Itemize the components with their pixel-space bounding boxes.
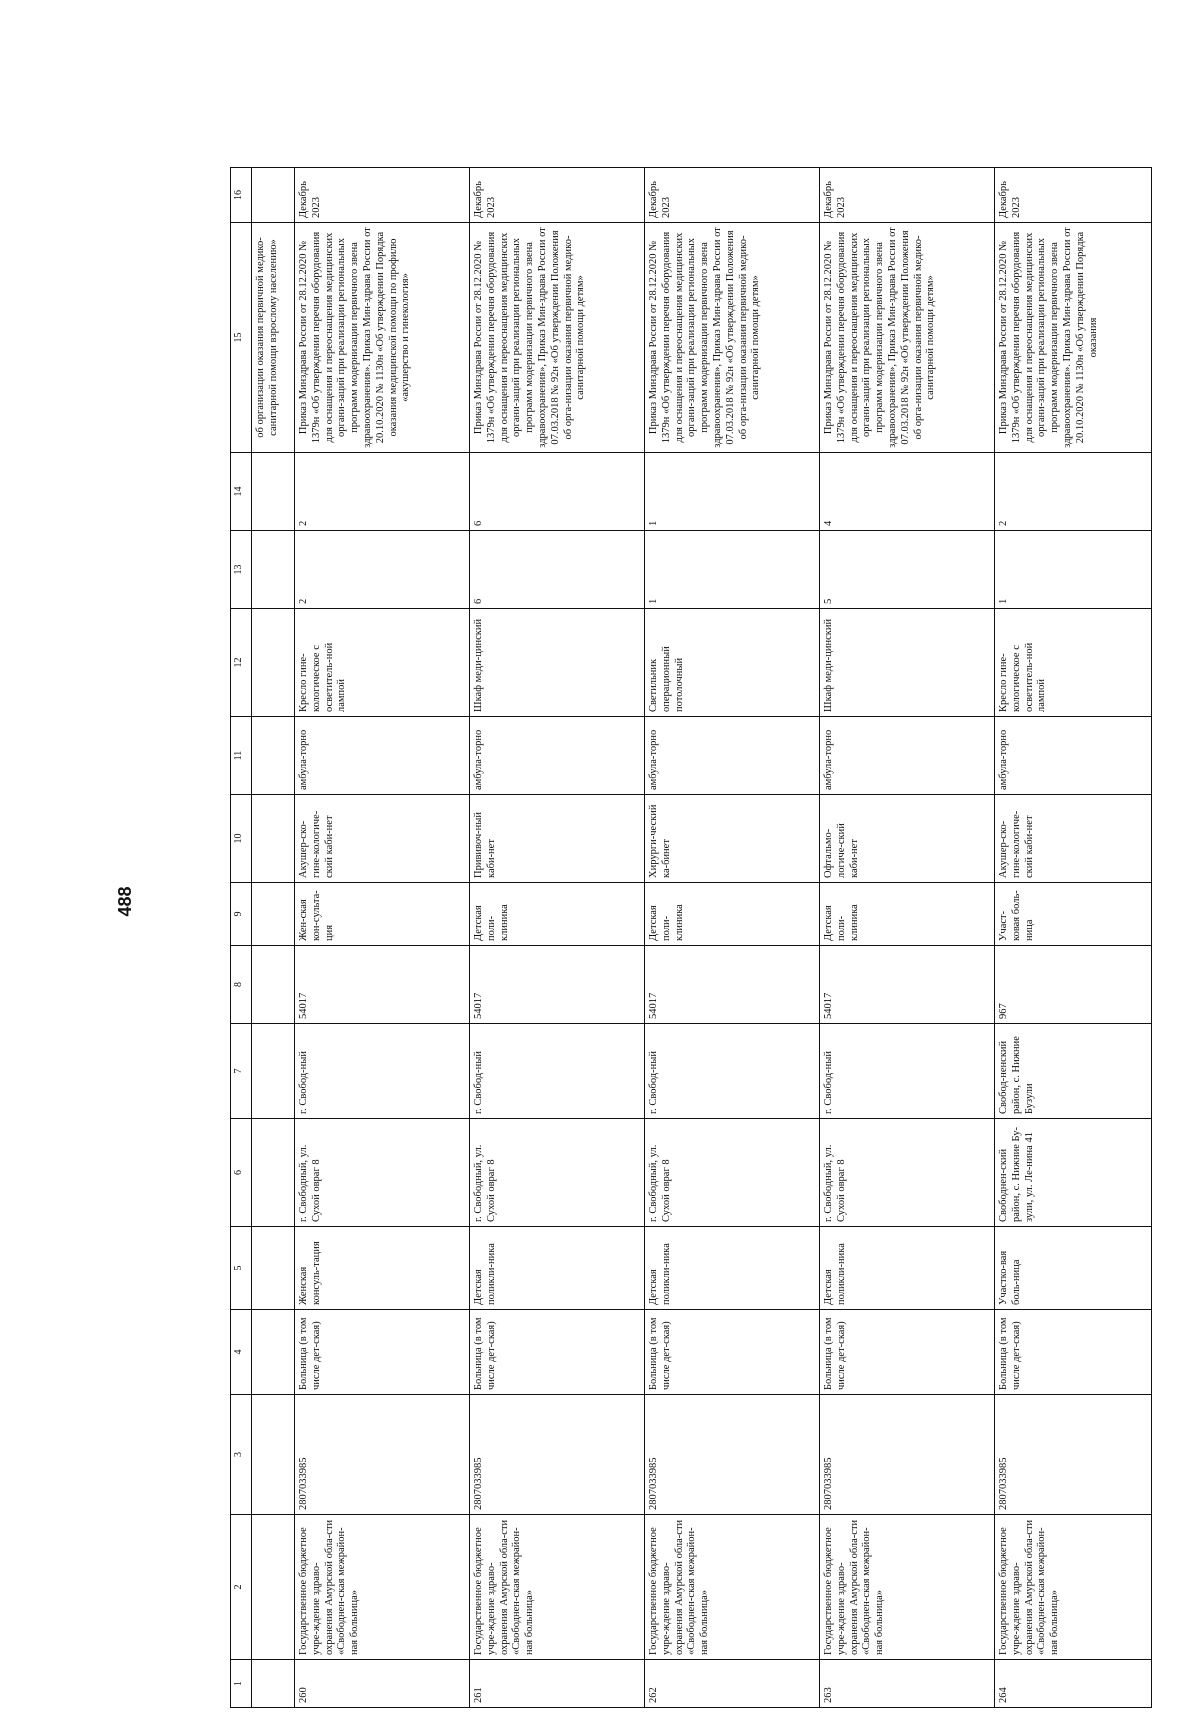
legal-basis: Приказ Минздрава России от 28.12.2020 № 1379н «Об утверждении перечня оборудования для оснащения и переоснащения медицинских органи-заций при реализации региональных программ модернизации первичного звена здравоохранения». Приказ Мин-здрава России от 20.10.2020 № 1130н «Об утверждении Порядка оказания медицинской помощи по профилю «акушерство и гинекология» (295, 223, 470, 453)
code: 54017 (645, 946, 820, 1024)
subdivision: Детская поли-клиника (645, 883, 820, 946)
cabinet: Хирурги-ческий ка-бинет (645, 795, 820, 883)
table-row (295, 168, 470, 1708)
subdivision: Детская поли-клиника (470, 883, 645, 946)
page (55, 25, 1200, 1703)
care-form: амбула-торно (995, 717, 1152, 795)
term: Декабрь 2023 (295, 168, 470, 223)
row-number: 260 (295, 1660, 470, 1708)
col-header: 13 (231, 531, 252, 609)
equipment: Кресло гине-кологическое с осветитель-ной лампой (995, 609, 1152, 717)
division: Детская поликли-ника (470, 1227, 645, 1310)
subdivision: Участ-ковая боль-ница (995, 883, 1152, 946)
legal-basis: Приказ Минздрава России от 28.12.2020 № 1379н «Об утверждении перечня оборудования для оснащения и переоснащения медицинских органи-заций при реализации региональных программ модернизации первичного звена здравоохранения», Приказ Мин-здрава России от 07.03.2018 № 92н «Об утверждении Положения об орга-низации оказания первичной медико-санитарной помощи детям» (645, 223, 820, 453)
care-form: амбула-торно (470, 717, 645, 795)
subdivision: Детская поли-клиника (820, 883, 995, 946)
col-header: 16 (231, 168, 252, 223)
continuation-row (252, 168, 295, 1708)
need-count: 6 (470, 531, 645, 609)
code: 967 (995, 946, 1152, 1024)
org-type: Больница (в том числе дет-ская) (295, 1310, 470, 1395)
locality: г. Свобод-ный (820, 1024, 995, 1119)
org-type: Больница (в том числе дет-ская) (470, 1310, 645, 1395)
col-header: 9 (231, 883, 252, 946)
page-number: 488 (115, 886, 135, 917)
cabinet: Офтальмо-логиче-ский каби-нет (820, 795, 995, 883)
col-header: 6 (231, 1119, 252, 1227)
quantity: 1 (645, 453, 820, 531)
col-header: 15 (231, 223, 252, 453)
quantity: 6 (470, 453, 645, 531)
division: Детская поликли-ника (820, 1227, 995, 1310)
address: г. Свободный, ул. Сухой овраг 8 (295, 1119, 470, 1227)
care-form: амбула-торно (295, 717, 470, 795)
need-count: 5 (820, 531, 995, 609)
quantity: 4 (820, 453, 995, 531)
col-header: 10 (231, 795, 252, 883)
row-number: 261 (470, 1660, 645, 1708)
code: 54017 (820, 946, 995, 1024)
term: Декабрь 2023 (995, 168, 1152, 223)
row-number: 263 (820, 1660, 995, 1708)
quantity: 2 (995, 453, 1152, 531)
address: г. Свободный, ул. Сухой овраг 8 (470, 1119, 645, 1227)
col-header: 5 (231, 1227, 252, 1310)
table-row (645, 168, 820, 1708)
inn: 2807033985 (645, 1395, 820, 1515)
organization: Государственное бюджетное учре-ждение здраво-охранения Амурской обла-сти «Свободнен-ская межрайон-ная больница» (645, 1515, 820, 1660)
address: Свободнен-ский район, с. Нижние Бу-зули, ул. Ле-нина 41 (995, 1119, 1152, 1227)
legal-basis: Приказ Минздрава России от 28.12.2020 № 1379н «Об утверждении перечня оборудования для оснащения и переоснащения медицинских органи-заций при реализации региональных программ модернизации первичного звена здравоохранения», Приказ Мин-здрава России от 07.03.2018 № 92н «Об утверждении Положения об орга-низации оказания первичной медико-санитарной помощи детям» (470, 223, 645, 453)
inn: 2807033985 (995, 1395, 1152, 1515)
org-type: Больница (в том числе дет-ская) (995, 1310, 1152, 1395)
organization: Государственное бюджетное учре-ждение здраво-охранения Амурской обла-сти «Свободнен-ская межрайон-ная больница» (995, 1515, 1152, 1660)
organization: Государственное бюджетное учре-ждение здраво-охранения Амурской обла-сти «Свободнен-ская межрайон-ная больница» (470, 1515, 645, 1660)
equipment: Шкаф меди-цинский (470, 609, 645, 717)
inn: 2807033985 (295, 1395, 470, 1515)
care-form: амбула-торно (645, 717, 820, 795)
col-header: 4 (231, 1310, 252, 1395)
organization: Государственное бюджетное учре-ждение здраво-охранения Амурской обла-сти «Свободнен-ская межрайон-ная больница» (295, 1515, 470, 1660)
locality: г. Свобод-ный (295, 1024, 470, 1119)
locality: г. Свобод-ный (645, 1024, 820, 1119)
locality: г. Свобод-ный (470, 1024, 645, 1119)
legal-basis: Приказ Минздрава России от 28.12.2020 № 1379н «Об утверждении перечня оборудования для оснащения и переоснащения медицинских органи-заций при реализации региональных программ модернизации первичного звена здравоохранения». Приказ Мин-здрава России от 20.10.2020 № 1130н «Об утверждении Порядка оказания (995, 223, 1152, 453)
equipment: Кресло гине-кологическое с осветитель-ной лампой (295, 609, 470, 717)
row-number: 264 (995, 1660, 1152, 1708)
address: г. Свободный, ул. Сухой овраг 8 (645, 1119, 820, 1227)
code: 54017 (470, 946, 645, 1024)
col-header: 3 (231, 1395, 252, 1515)
need-count: 1 (645, 531, 820, 609)
organization: Государственное бюджетное учре-ждение здраво-охранения Амурской обла-сти «Свободнен-ская межрайон-ная больница» (820, 1515, 995, 1660)
table-row (820, 168, 995, 1708)
need-count: 2 (295, 531, 470, 609)
continuation-text: об организации оказания первичной медико-санитарной помощи взрослому населению» (252, 223, 295, 453)
rotated-page (55, 75, 1200, 1728)
term: Декабрь 2023 (645, 168, 820, 223)
address: г. Свободный, ул. Сухой овраг 8 (820, 1119, 995, 1227)
org-type: Больница (в том числе дет-ская) (645, 1310, 820, 1395)
col-header: 12 (231, 609, 252, 717)
code: 54017 (295, 946, 470, 1024)
col-header: 2 (231, 1515, 252, 1660)
col-header: 8 (231, 946, 252, 1024)
equipment-table (230, 167, 1152, 1708)
col-header: 11 (231, 717, 252, 795)
division: Участко-вая боль-ница (995, 1227, 1152, 1310)
legal-basis: Приказ Минздрава России от 28.12.2020 № 1379н «Об утверждении перечня оборудования для оснащения и переоснащения медицинских органи-заций при реализации региональных программ модернизации первичного звена здравоохранения», Приказ Мин-здрава России от 07.03.2018 № 92н «Об утверждении Положения об орга-низации оказания первичной медико-санитарной помощи детям» (820, 223, 995, 453)
col-header: 7 (231, 1024, 252, 1119)
table-row (995, 168, 1152, 1708)
need-count: 1 (995, 531, 1152, 609)
subdivision: Жен-ская кон-сульта-ция (295, 883, 470, 946)
cabinet: Акушер-ско-гине-кологиче-ский каби-нет (995, 795, 1152, 883)
equipment: Шкаф меди-цинский (820, 609, 995, 717)
cabinet: Прививоч-ный каби-нет (470, 795, 645, 883)
division: Женская консуль-тация (295, 1227, 470, 1310)
col-header: 14 (231, 453, 252, 531)
row-number: 262 (645, 1660, 820, 1708)
care-form: амбула-торно (820, 717, 995, 795)
cabinet: Акушер-ско-гине-кологиче-ский каби-нет (295, 795, 470, 883)
inn: 2807033985 (470, 1395, 645, 1515)
equipment: Светильник операционный потолочный (645, 609, 820, 717)
org-type: Больница (в том числе дет-ская) (820, 1310, 995, 1395)
locality: Свобод-ненский район, с. Нижние Бузули (995, 1024, 1152, 1119)
term: Декабрь 2023 (470, 168, 645, 223)
quantity: 2 (295, 453, 470, 531)
term: Декабрь 2023 (820, 168, 995, 223)
header-row (231, 168, 252, 1708)
inn: 2807033985 (820, 1395, 995, 1515)
table-row (470, 168, 645, 1708)
col-header: 1 (231, 1660, 252, 1708)
division: Детская поликли-ника (645, 1227, 820, 1310)
